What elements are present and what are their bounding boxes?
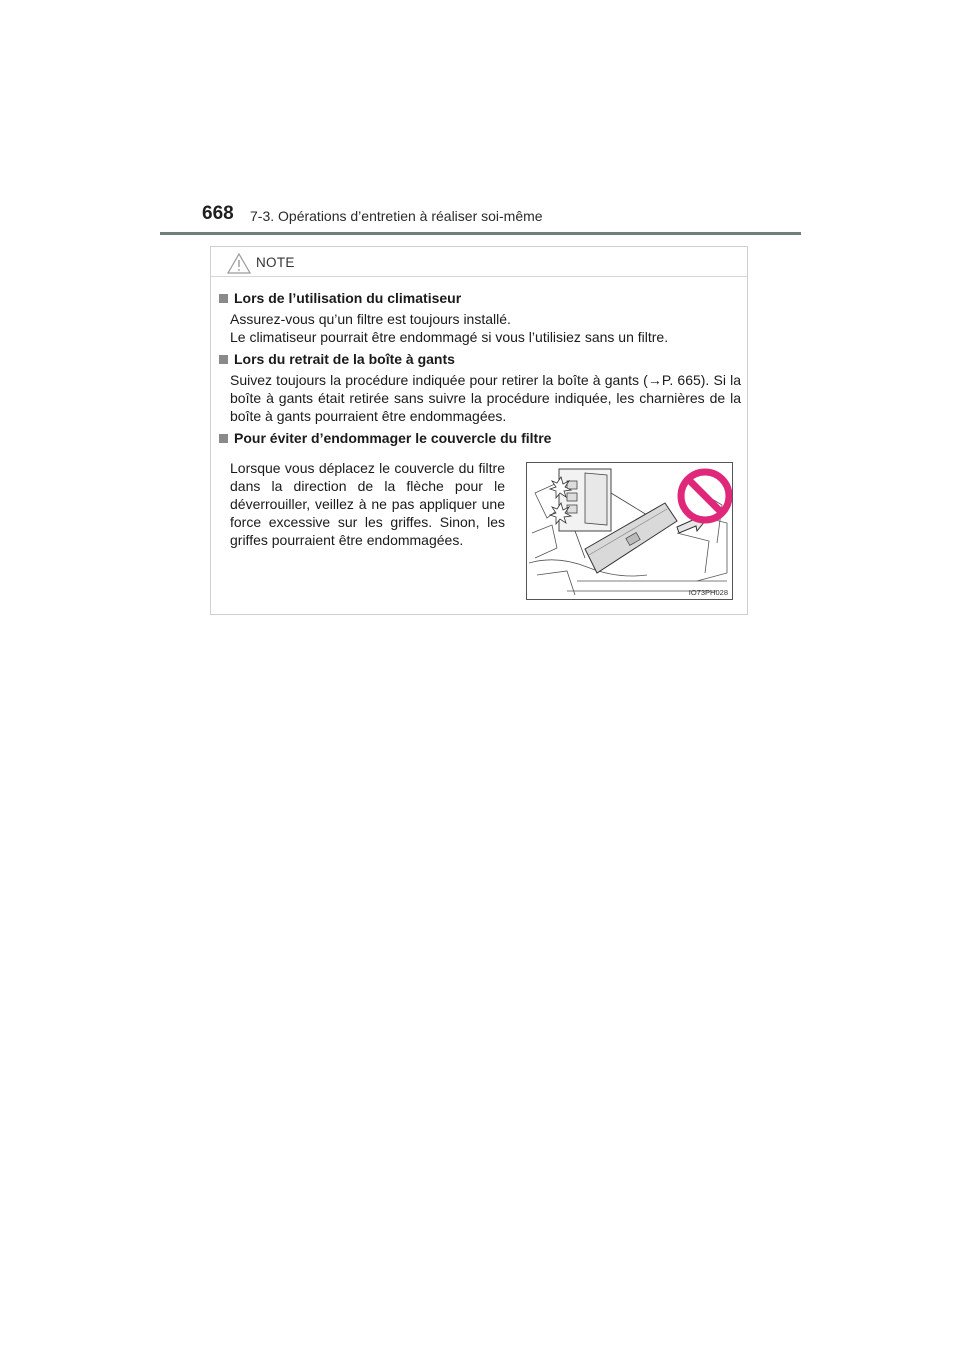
illustration-drawing xyxy=(527,463,733,600)
note-box xyxy=(210,246,748,615)
item-body-couvercle: Lorsque vous déplacez le couvercle du filtre dans la direction de la flèche pour le déverrouiller, veillez à ne pas appliquer une force excessive sur les griffes. Sinon, les griffes pourraient être endommagées. xyxy=(230,460,505,548)
item-heading-climatiseur xyxy=(219,290,461,306)
note-header xyxy=(211,247,747,277)
body-line: Le climatiseur pourrait être endommagé si vous l’utilisiez sans un filtre. xyxy=(230,329,669,345)
section-title: 7-3. Opérations d’entretien à réaliser soi-même xyxy=(250,208,543,224)
item-body-boite-a-gants: Suivez toujours la procédure indiquée pour retirer la boîte à gants (→P. 665). Si la boîte à gants était retirée sans suivre la procédure indiquée, les charnières de la boîte à gants pourraient être endommagées. xyxy=(230,372,741,424)
square-bullet-icon xyxy=(219,434,228,443)
header-divider xyxy=(160,232,801,235)
item-heading-couvercle xyxy=(219,430,551,446)
square-bullet-icon xyxy=(219,294,228,303)
body-line: Assurez-vous qu’un filtre est toujours installé. xyxy=(230,311,511,327)
warning-triangle-icon xyxy=(227,253,251,274)
item-title: Lors du retrait de la boîte à gants xyxy=(234,351,455,367)
figure-code: IO73PH028 xyxy=(688,588,728,597)
item-title: Lors de l’utilisation du climatiseur xyxy=(234,290,462,306)
note-label: NOTE xyxy=(256,255,295,270)
item-title: Pour éviter d’endommager le couvercle du filtre xyxy=(234,430,552,446)
square-bullet-icon xyxy=(219,355,228,364)
item-body-climatiseur xyxy=(230,310,741,346)
item-heading-boite-a-gants xyxy=(219,351,455,367)
page-number: 668 xyxy=(202,203,234,224)
filter-cover-illustration xyxy=(526,462,733,600)
